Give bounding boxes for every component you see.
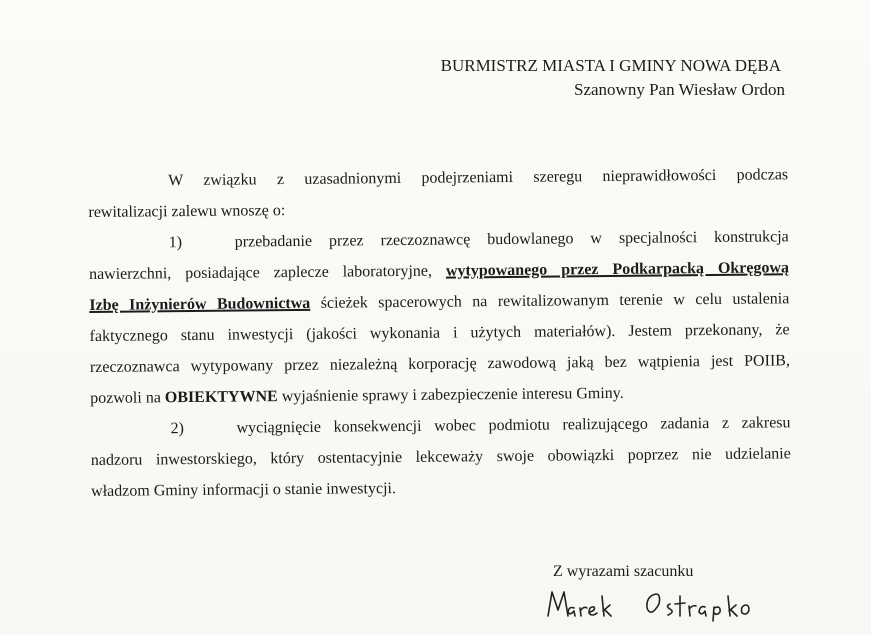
item-2-line-2: nadzoru inwestorskiego, który ostentacyjnie lekceważy swoje obowiązki poprzez nie udzielanie: [90, 445, 791, 469]
item-1-text-3b: ścieżek spacerowych na rewitalizowanym terenie w celu ustalenia: [310, 290, 790, 312]
item-2-text-1: wyciągnięcie konsekwencji wobec podmiotu realizującego zadania z zakresu: [236, 414, 791, 437]
chamber-emphasis: Izbę Inżynierów Budownictwa: [89, 294, 311, 314]
objective-emphasis: OBIEKTYWNE: [164, 388, 278, 407]
recipient-title: BURMISTRZ MIASTA I GMINY NOWA DĘBA: [440, 56, 781, 75]
recipient-name: Szanowny Pan Wiesław Ordon: [574, 80, 785, 99]
item-2-line-3: władzom Gminy informacji o stanie inwestycji.: [91, 480, 397, 500]
item-1-text-2a: nawierzchni, posiadające zaplecze laboratoryjne,: [88, 262, 446, 283]
item-1-number: 1): [168, 234, 183, 252]
intro-line-1: W związku z uzasadnionymi podejrzeniami szeregu nieprawidłowości podczas: [168, 166, 789, 190]
handwritten-signature: [540, 584, 780, 624]
item-1-text-6a: pozwoli na: [90, 389, 165, 407]
item-1-text-6c: wyjaśnienie sprawy i zabezpieczenie interesu Gminy.: [277, 384, 624, 406]
evaluator-emphasis: wytypowanego przez Podkarpacką Okręgową: [445, 259, 790, 280]
item-1-text-1: przebadanie przez rzeczoznawcę budowlanego w specjalności konstrukcja: [234, 228, 789, 251]
intro-line-2: rewitalizacji zalewu wnoszę o:: [88, 202, 286, 221]
item-1-line-5: rzeczoznawca wytypowany przez niezależną korporację zawodową jaką bez wątpienia jest POIIB,: [89, 352, 790, 376]
letter-body: [88, 159, 791, 507]
closing-salutation: Z wyrazami szacunku: [553, 563, 694, 580]
item-2-number: 2): [170, 420, 184, 438]
item-1-line-4: faktycznego stanu inwestycji (jakości wykonania i użytych materiałów). Jestem przekonany, że: [89, 321, 790, 345]
